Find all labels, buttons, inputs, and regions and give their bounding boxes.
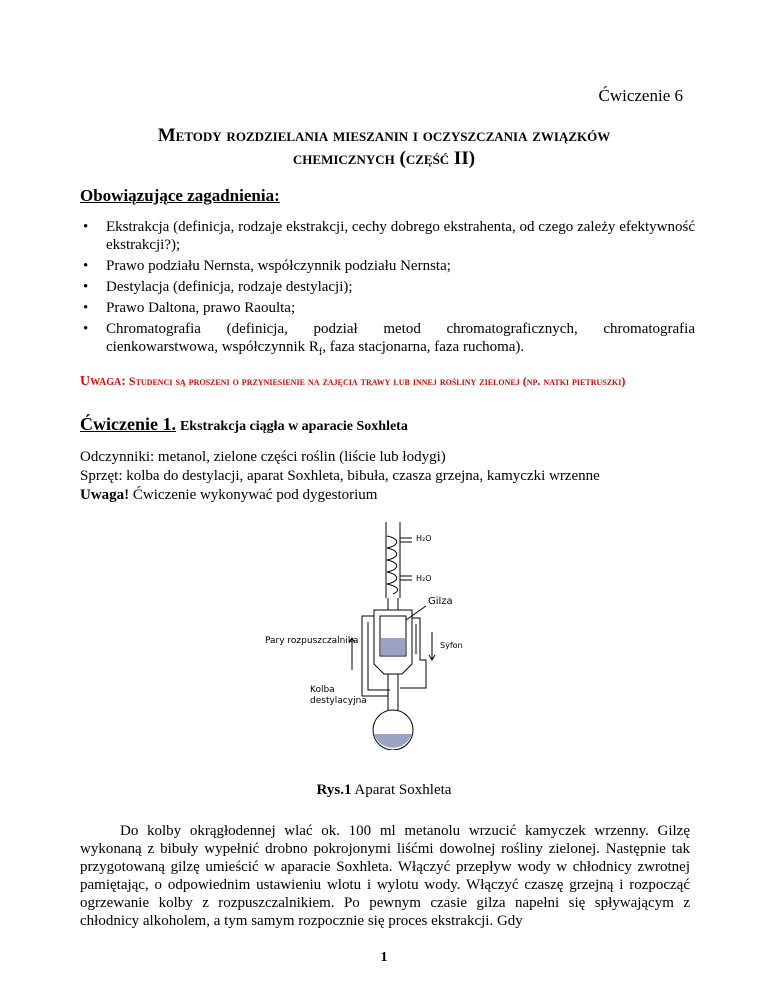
procedure-paragraph: Do kolby okrągłodennej wlać ok. 100 ml metanolu wrzucić kamyczek wrzenny. Gilzę wykonaną z bibuły wypełnić drobno pokrojonymi liśćmi dowolnej rośliny zielonej. Następnie tak przygotowaną gilzę umieścić w aparacie Soxhleta. Włączyć przepływ wody w chłodnicy zwrotnej pamiętając, o odpowiednim ustawieniu wlotu i wylotu wody. Włączyć czaszę grzejną i rozpocząć ogrzewanie kolby z rozpuszczalnikiem. Po pewnym czasie gilza napełni się spływającym z chłodnicy alkoholem, a tym samym rozpocznie się proces ekstrakcji. Gdy	[80, 823, 690, 929]
figure-caption	[0, 782, 768, 799]
water-in-label: H₂O	[416, 534, 432, 543]
note-text: Ćwiczenie wykonywać pod dygestorium	[129, 487, 378, 503]
section-heading: Obowiązujące zagadnienia:	[80, 186, 280, 205]
list-item: • Ekstrakcja (definicja, rodzaje ekstrakcji, cechy dobrego ekstrahenta, od czego zależy efektywność ekstrakcji?);	[80, 218, 695, 254]
caption-label: Rys.1	[316, 782, 352, 798]
siphon-label: Syfon	[440, 641, 463, 650]
thimble-label: Gilza	[428, 596, 453, 607]
warning-text: Studenci są proszeni o przyniesienie na zajęcia trawy lub innej rośliny zielonej (np. natki pietruszki)	[128, 374, 626, 388]
list-item: • Destylacja (definicja, rodzaje destylacji);	[80, 278, 695, 296]
list-item: • Prawo Daltona, prawo Raoulta;	[80, 299, 695, 317]
list-item	[80, 320, 695, 362]
exercise-1-name: Ekstrakcja ciągła w aparacie Soxhleta	[179, 419, 408, 434]
document-title	[80, 124, 688, 170]
title-line-1: Metody rozdzielania mieszanin i oczyszczania związków	[157, 125, 611, 146]
flask-label-line-2: destylacyjna	[310, 696, 367, 706]
note-label: Uwaga!	[80, 487, 130, 503]
equipment-line: Sprzęt: kolba do destylacji, aparat Soxhleta, bibuła, czasza grzejna, kamyczki wrzenne	[80, 468, 600, 484]
vapors-label: Pary rozpuszczalnika	[265, 636, 359, 646]
siphon-arrow	[429, 632, 435, 660]
exercise-1-number: Ćwiczenie 1.	[80, 414, 176, 434]
title-line-2: chemicznych (część II)	[292, 148, 476, 169]
condenser-coil	[387, 536, 398, 594]
warning-label: Uwaga:	[80, 374, 126, 389]
water-outlet-nozzle	[400, 576, 412, 580]
rf-subscript: f	[318, 347, 323, 358]
reagents-line: Odczynniki: metanol, zielone części roślin (liście lub łodygi)	[80, 449, 446, 465]
exercise-1-heading	[80, 414, 408, 435]
flask-label	[310, 685, 367, 707]
topic-text: Chromatografia (definicja, podział metod chromatograficznych, chromatografia cienkowarstwowa, współczynnik R	[106, 321, 695, 355]
flask-label-line-1: Kolba	[310, 685, 335, 695]
caption-text: Aparat Soxhleta	[351, 782, 452, 798]
flask-solvent	[374, 734, 412, 748]
topic-text-end: , faza stacjonarna, faza ruchoma).	[322, 339, 525, 355]
exercise-number: Ćwiczenie 6	[598, 86, 683, 105]
water-inlet-nozzle	[400, 538, 412, 542]
warning-note	[80, 372, 690, 391]
note-line	[80, 486, 377, 504]
soxhlet-apparatus-figure	[250, 520, 480, 750]
thimble-solvent	[381, 638, 405, 655]
page-number: 1	[380, 950, 388, 965]
list-item: • Prawo podziału Nernsta, współczynnik podziału Nernsta;	[80, 257, 695, 275]
topics-list	[80, 218, 695, 365]
water-out-label: H₂O	[416, 574, 432, 583]
